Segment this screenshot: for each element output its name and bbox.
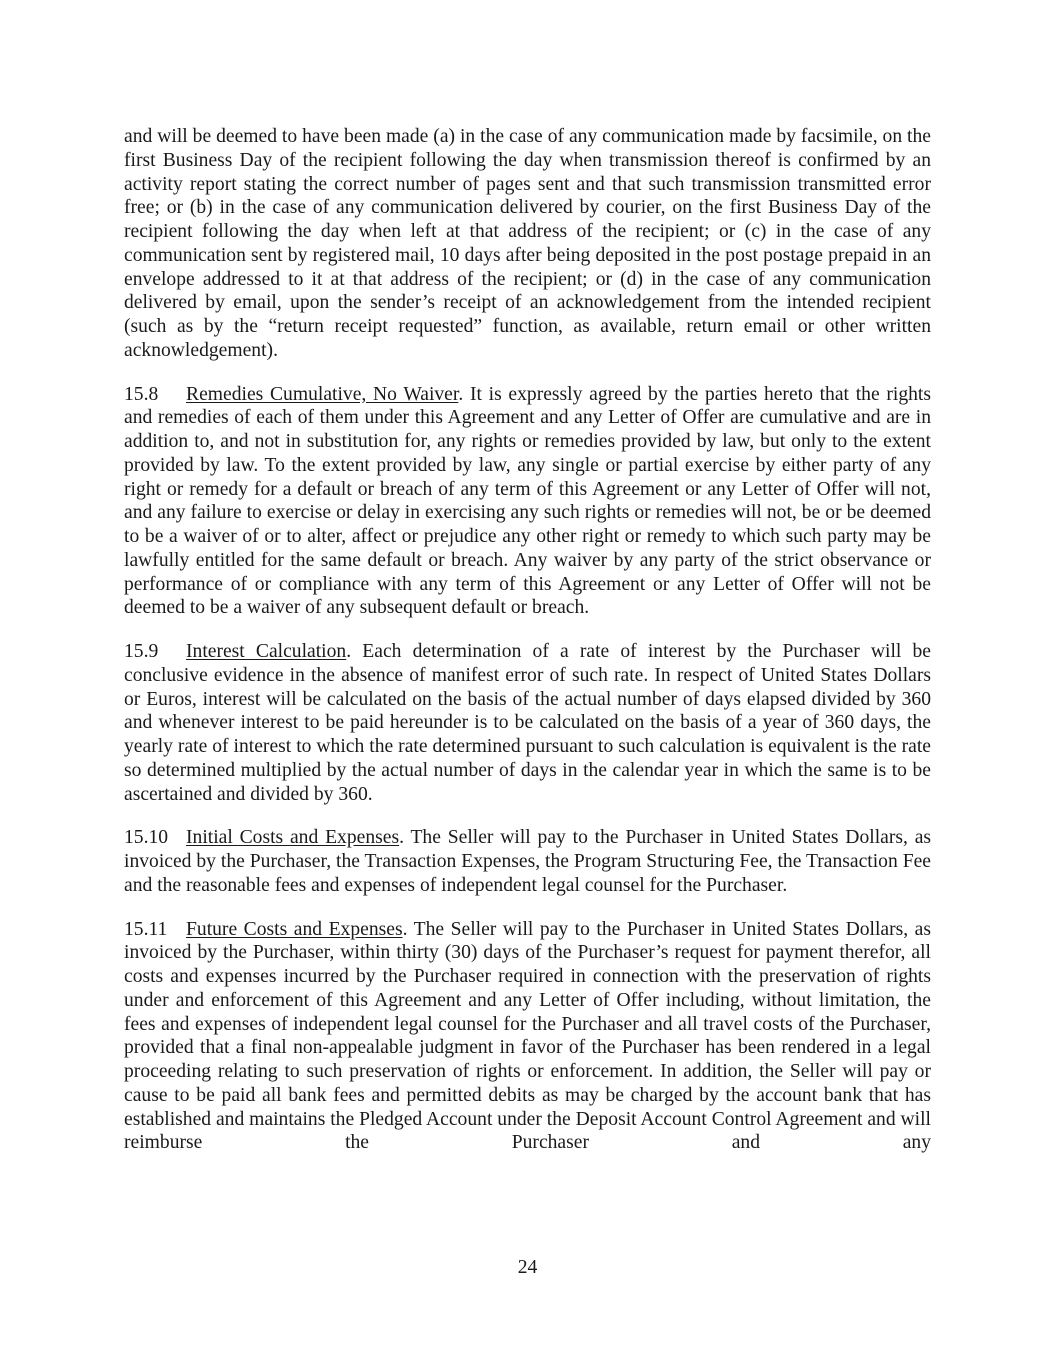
section-number: 15.10 [124,827,169,849]
section-15-10-initial-costs [124,826,931,897]
section-heading: Interest Calculation [186,641,347,662]
section-heading: Future Costs and Expenses [186,918,403,940]
section-number: 15.8 [124,383,159,405]
section-text: . Each determination of a rate of interest by the Purchaser will be conclusive evidence in the absence of manifest error of such rate. In respect of United States Dollars or Euros, interest will be calculated on the basis of the actual number of days elapsed divided by 360 and whenever interest to be paid hereunder is to be calculated on the basis of a year of 360 days, the yearly rate of interest to which the rate determined pursuant to such calculation is equivalent is the rate so determined multiplied by the actual number of days in the calendar year in which the same is to be ascertained and divided by 360. [124,641,931,805]
section-15-8-remedies [124,383,931,621]
section-number: 15.11 [124,918,168,940]
paragraph-notices-continued [124,125,931,363]
section-text: . The Seller will pay to the Purchaser in United States Dollars, as invoiced by the Purchaser, the Transaction Expenses, the Program Structuring Fee, the Transaction Fee and the reasonable fees and expenses of independent legal counsel for the Purchaser. [124,827,932,896]
section-heading: Remedies Cumulative, No Waiver [186,383,459,405]
page-number: 24 [517,1257,538,1278]
document-page-body [124,125,931,1175]
section-number: 15.9 [124,641,159,662]
section-15-9-interest [124,640,931,806]
section-text: . It is expressly agreed by the parties hereto that the rights and remedies of each of them under this Agreement and any Letter of Offer are cumulative and are in addition to, and not in substitution for, any rights or remedies provided by law, but only to the extent provided by law. To the extent provided by law, any single or partial exercise by either party of any right or remedy for a default or breach of any term of this Agreement or any Letter of Offer will not, and any failure to exercise or delay in exercising any such rights or remedies will not, be or be deemed to be a waiver of or to alter, affect or prejudice any other right or remedy to which such party may be lawfully entitled for the same default or breach. Any waiver by any party of the strict observance or performance of or compliance with any term of this Agreement or any Letter of Offer will not be deemed to be a waiver of any subsequent default or breach. [124,383,931,619]
section-15-11-future-costs [124,918,931,1156]
section-text: . The Seller will pay to the Purchaser in United States Dollars, as invoiced by the Purchaser, within thirty (30) days of the Purchaser’s request for payment therefor, all costs and expenses incurred by the Purchaser required in connection with the preservation of rights under and enforcement of this Agreement and any Letter of Offer including, without limitation, the fees and expenses of independent legal counsel for the Purchaser and all travel costs of the Purchaser, provided that a final non-appealable judgment in favor of the Purchaser has been rendered in a legal proceeding relating to such preservation of rights or enforcement. In addition, the Seller will pay or cause to be paid all bank fees and permitted debits as may be charged by the account bank that has established and maintains the Pledged Account under the Deposit Account Control Agreement and will reimburse the Purchaser and any [124,918,931,1154]
section-heading: Initial Costs and Expenses [186,827,400,849]
paragraph-text: and will be deemed to have been made (a) in the case of any communication made by facsimile, on the first Business Day of the recipient following the day when transmission thereof is confirmed by an activity report stating the correct number of pages sent and that such transmission transmitted error free; or (b) in the case of any communication delivered by courier, on the first Business Day of the recipient following the day when left at that address of the recipient; or (c) in the case of any communication sent by registered mail, 10 days after being deposited in the post postage prepaid in an envelope addressed to it at that address of the recipient; or (d) in the case of any communication delivered by email, upon the sender’s receipt of an acknowledgement from the intended recipient (such as by the “return receipt requested” function, as available, return email or other written acknowledgement). [124,126,931,361]
